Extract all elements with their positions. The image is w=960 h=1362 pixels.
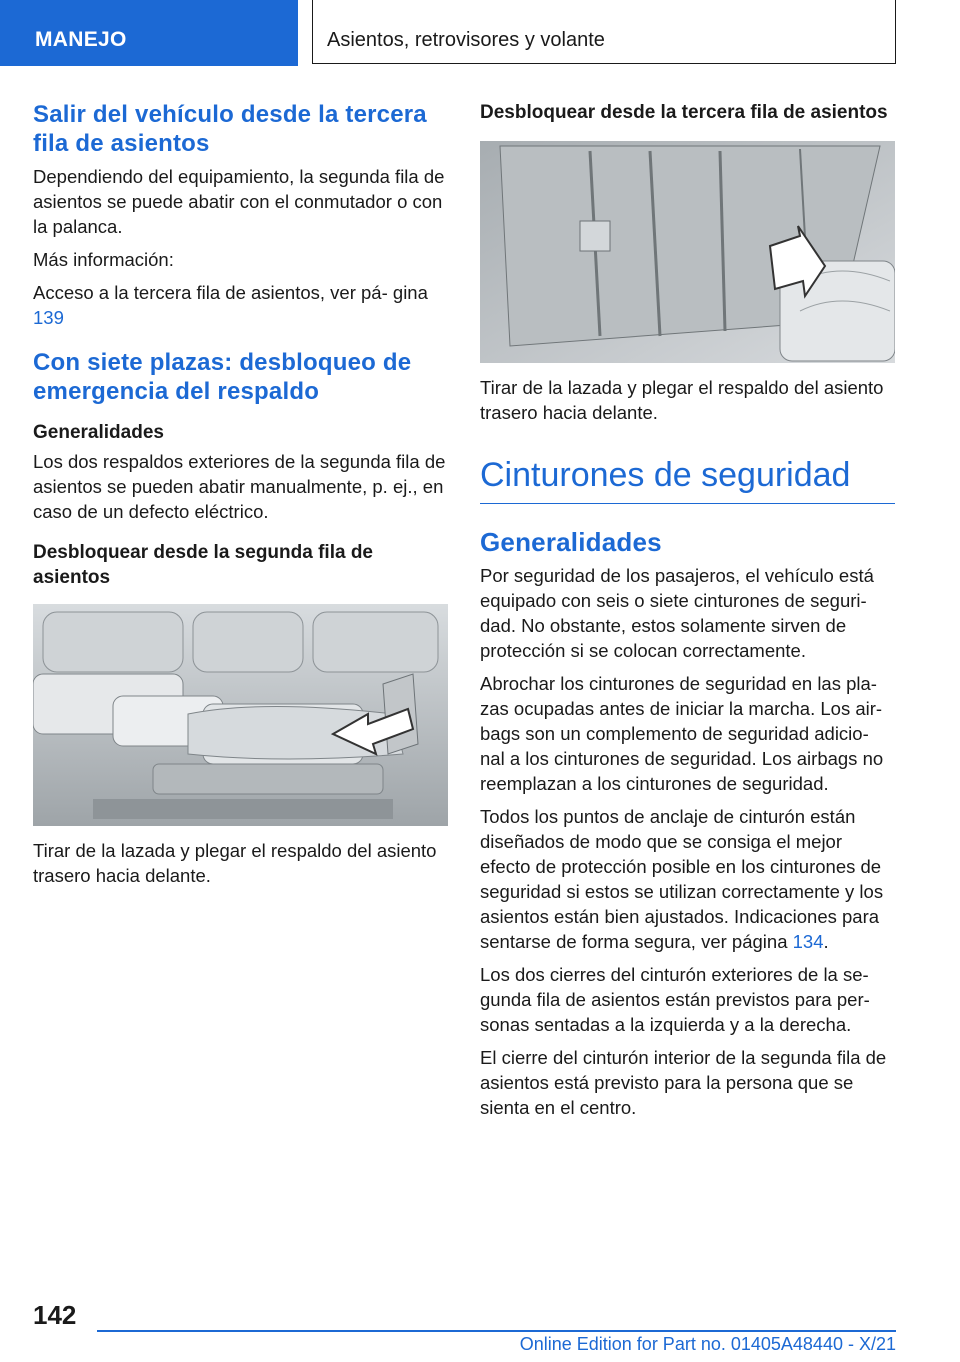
exit-paragraph-1: Dependiendo del equipamiento, la segunda fila de asientos se puede abatir con el conmutador o con la palanca.	[33, 166, 445, 237]
footer-edition-link[interactable]: Online Edition for Part no. 01405A48440 - X/21	[519, 1334, 896, 1354]
seat-belts-paragraph-4: Los dos cierres del cinturón exteriores de la se‐ gunda fila de asientos están previstos para per‐ sonas sentadas a la izquierda y a la derecha.	[480, 964, 870, 1035]
third-row-seat-figure	[480, 141, 895, 363]
seat-belts-paragraph-3-end: .	[823, 931, 829, 952]
third-row-seat-illustration	[480, 141, 895, 363]
right-column	[480, 100, 895, 1128]
seat-belts-paragraph-5: El cierre del cinturón interior de la segunda fila de asientos está previsto para la persona que se sienta en el centro.	[480, 1047, 887, 1118]
third-row-subheading: Desbloquear desde la tercera fila de asientos	[480, 102, 888, 123]
exit-paragraph-3	[33, 280, 448, 330]
general-subheading: Generalidades	[33, 422, 164, 443]
seat-belts-paragraph-2: Abrochar los cinturones de seguridad en las pla‐ zas ocupadas antes de iniciar la marcha. Los air‐ bags son un complemento de seguridad adicio‐ nal a los cinturones de seguridad. Los airbags no reemplazan a los cinturones de seguridad.	[480, 673, 884, 794]
seat-belts-general-title: Generalidades	[480, 527, 662, 557]
emergency-unlock-title: Con siete plazas: desbloqueo de emergencia del respaldo	[33, 349, 412, 405]
seat-belts-paragraph-3	[480, 804, 895, 954]
seat-belts-paragraph-3-text: Todos los puntos de anclaje de cinturón están diseñados de modo que se consiga el mejor efecto de protección posible en los cinturones de seguridad si estos se utilizan correctamente y los asientos están bien ajustados. Indicaciones para sentarse de forma segura, ver página	[480, 806, 884, 952]
second-row-seat-figure	[33, 604, 448, 826]
footer-divider	[97, 1330, 896, 1332]
seat-belts-chapter-title: Cinturones de seguridad	[480, 455, 895, 504]
left-column	[33, 100, 448, 896]
second-row-subheading: Desbloquear desde la segunda fila de asientos	[33, 542, 373, 588]
exit-third-row-title: Salir del vehículo desde la tercera fila de asientos	[33, 101, 427, 157]
page-link-134[interactable]: 134	[792, 931, 824, 952]
second-row-seat-illustration	[33, 604, 448, 826]
header-chapter-title: Asientos, retrovisores y volante	[312, 0, 896, 64]
page-number: 142	[33, 1300, 77, 1330]
exit-paragraph-2: Más información:	[33, 249, 174, 270]
second-row-caption: Tirar de la lazada y plegar el respaldo del asiento trasero hacia delante.	[33, 840, 437, 886]
general-paragraph: Los dos respaldos exteriores de la segunda fila de asientos se pueden abatir manualmente, p. ej., en caso de un defecto eléctrico.	[33, 451, 446, 522]
third-row-caption: Tirar de la lazada y plegar el respaldo del asiento trasero hacia delante.	[480, 377, 884, 423]
exit-paragraph-3-text: Acceso a la tercera fila de asientos, ver pá‐ gina	[33, 282, 428, 303]
header-section-tab: MANEJO	[0, 0, 298, 66]
seat-belts-paragraph-1: Por seguridad de los pasajeros, el vehículo está equipado con seis o siete cinturones de seguri‐ dad. No obstante, estos solamente sirven de protección si se colocan correctamente.	[480, 565, 874, 661]
page-link-139[interactable]: 139	[33, 307, 64, 328]
